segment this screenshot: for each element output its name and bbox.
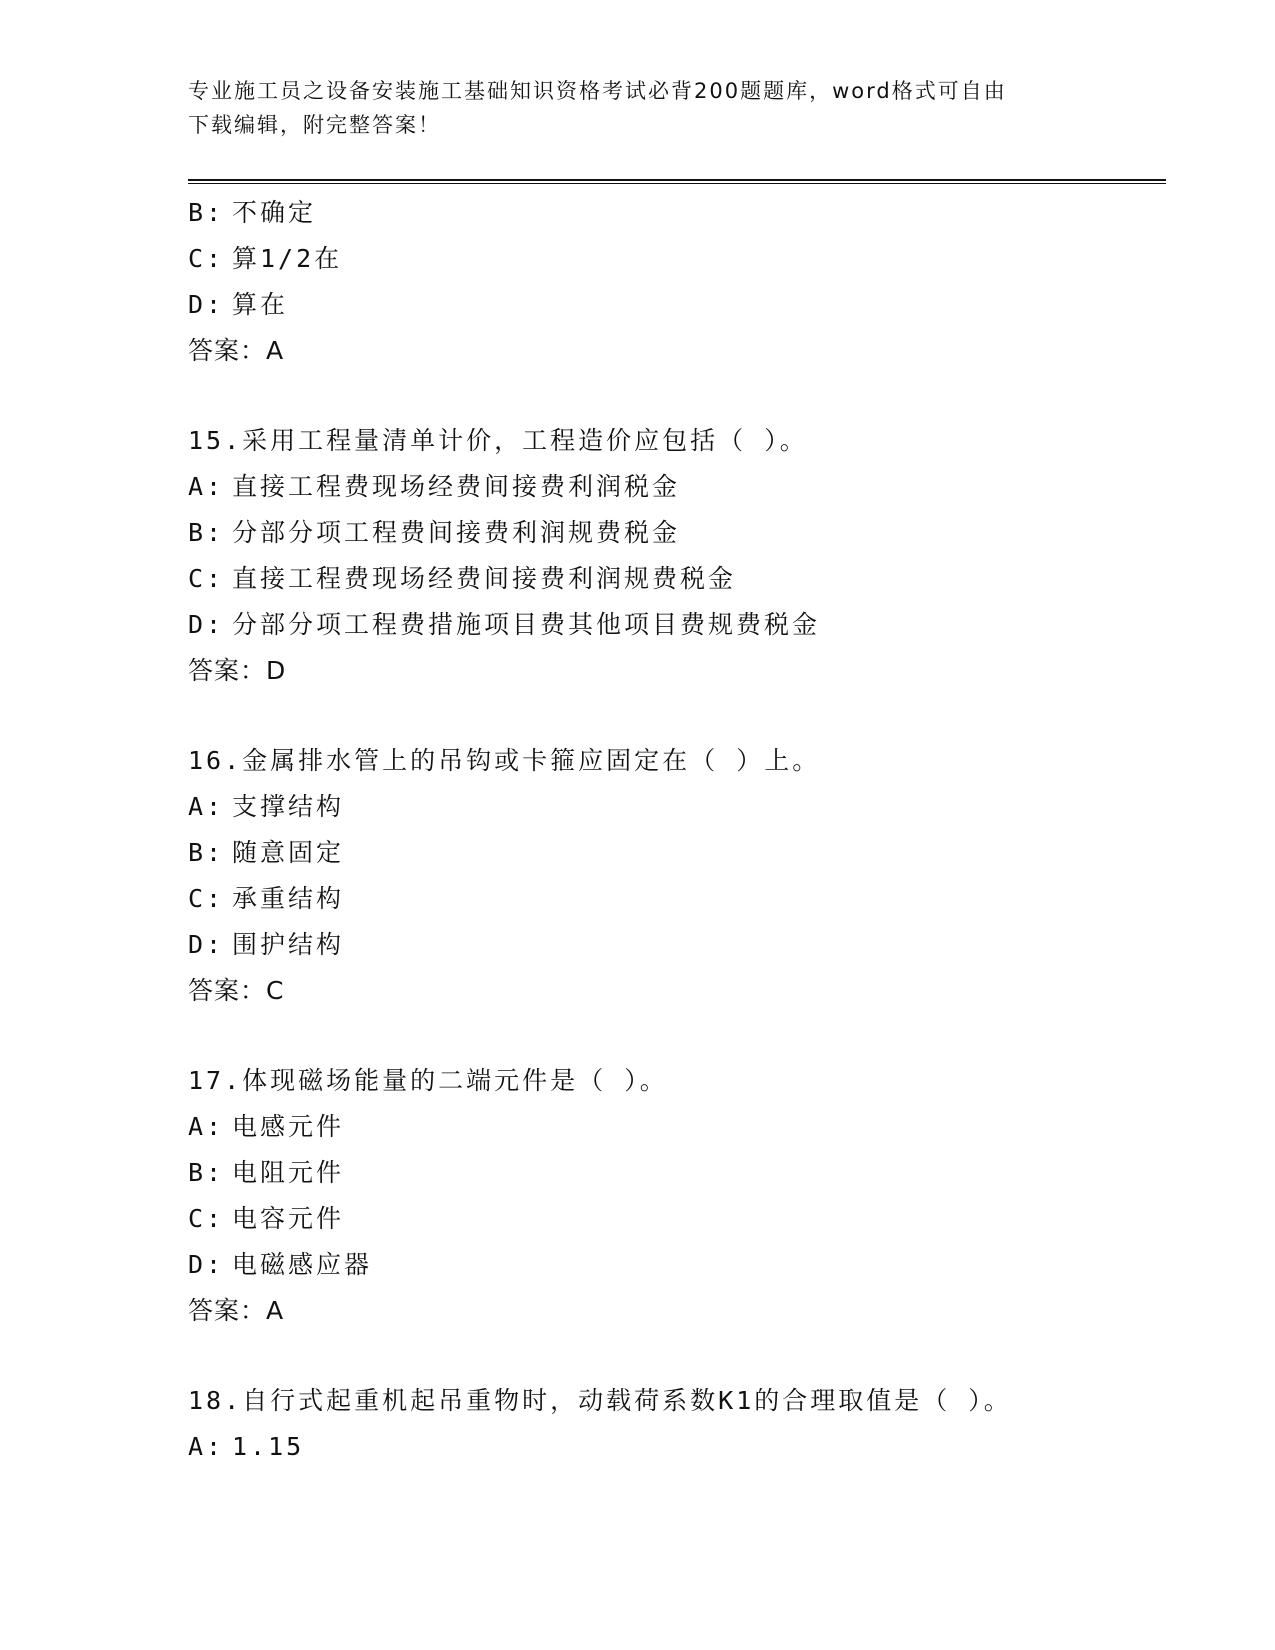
question-text: 18.自行式起重机起吊重物时，动载荷系数K1的合理取值是（ ）。 xyxy=(188,1386,1012,1415)
answer-line: 答案：D xyxy=(188,656,287,685)
option-label: A: xyxy=(188,1112,225,1141)
option-text: 支撑结构 xyxy=(232,792,345,821)
option-text: 直接工程费现场经费间接费利润税金 xyxy=(232,472,681,501)
option-text: 随意固定 xyxy=(232,838,345,867)
option-c xyxy=(188,1196,1168,1242)
option-text: 分部分项工程费措施项目费其他项目费规费税金 xyxy=(232,610,821,639)
question-text: 17.体现磁场能量的二端元件是（ ）。 xyxy=(188,1066,668,1095)
option-label: D: xyxy=(188,610,225,639)
option-a xyxy=(188,784,1168,830)
answer-line: 答案：A xyxy=(188,336,285,365)
question-15 xyxy=(188,418,1168,694)
option-a xyxy=(188,464,1168,510)
option-text: 算在 xyxy=(232,290,289,319)
option-text: 1.15 xyxy=(232,1432,305,1461)
option-text: 电感元件 xyxy=(232,1112,345,1141)
header-title-line-1: 专业施工员之设备安装施工基础知识资格考试必背200题题库，word格式可自由 xyxy=(188,79,1007,103)
spacer xyxy=(188,694,1168,738)
option-label: C: xyxy=(188,564,225,593)
option-text: 承重结构 xyxy=(232,884,345,913)
question-18 xyxy=(188,1378,1168,1470)
option-text: 算1/2在 xyxy=(232,244,343,273)
option-a xyxy=(188,1424,1168,1470)
option-label: B: xyxy=(188,838,225,867)
question-14 xyxy=(188,190,1168,374)
option-text: 电阻元件 xyxy=(232,1158,345,1187)
header-title-line-2: 下载编辑，附完整答案！ xyxy=(188,113,441,137)
option-d xyxy=(188,922,1168,968)
option-text: 围护结构 xyxy=(232,930,345,959)
option-label: D: xyxy=(188,930,225,959)
option-text: 电容元件 xyxy=(232,1204,345,1233)
option-label: D: xyxy=(188,290,225,319)
option-label: C: xyxy=(188,884,225,913)
option-b xyxy=(188,510,1168,556)
question-text: 16.金属排水管上的吊钩或卡箍应固定在（ ）上。 xyxy=(188,746,821,775)
question-17 xyxy=(188,1058,1168,1334)
header-rule-thin xyxy=(188,183,1166,184)
option-text: 不确定 xyxy=(232,198,317,227)
option-label: C: xyxy=(188,1204,225,1233)
option-text: 电磁感应器 xyxy=(232,1250,373,1279)
option-d xyxy=(188,282,1168,328)
option-label: A: xyxy=(188,472,225,501)
answer-line: 答案：A xyxy=(188,1296,285,1325)
question-16 xyxy=(188,738,1168,1014)
option-label: D: xyxy=(188,1250,225,1279)
option-label: A: xyxy=(188,792,225,821)
option-label: B: xyxy=(188,1158,225,1187)
question-text: 15.采用工程量清单计价，工程造价应包括（ ）。 xyxy=(188,426,808,455)
answer-line: 答案：C xyxy=(188,976,285,1005)
header-rule-thick xyxy=(188,179,1166,181)
option-d xyxy=(188,602,1168,648)
option-b xyxy=(188,190,1168,236)
document-header xyxy=(188,74,1088,142)
option-b xyxy=(188,1150,1168,1196)
option-c xyxy=(188,556,1168,602)
option-label: A: xyxy=(188,1432,225,1461)
option-d xyxy=(188,1242,1168,1288)
option-label: C: xyxy=(188,244,225,273)
question-list xyxy=(188,190,1168,1470)
option-text: 分部分项工程费间接费利润规费税金 xyxy=(232,518,681,547)
option-text: 直接工程费现场经费间接费利润规费税金 xyxy=(232,564,737,593)
spacer xyxy=(188,1334,1168,1378)
spacer xyxy=(188,374,1168,418)
option-b xyxy=(188,830,1168,876)
option-a xyxy=(188,1104,1168,1150)
option-c xyxy=(188,236,1168,282)
option-label: B: xyxy=(188,198,225,227)
option-label: B: xyxy=(188,518,225,547)
option-c xyxy=(188,876,1168,922)
spacer xyxy=(188,1014,1168,1058)
